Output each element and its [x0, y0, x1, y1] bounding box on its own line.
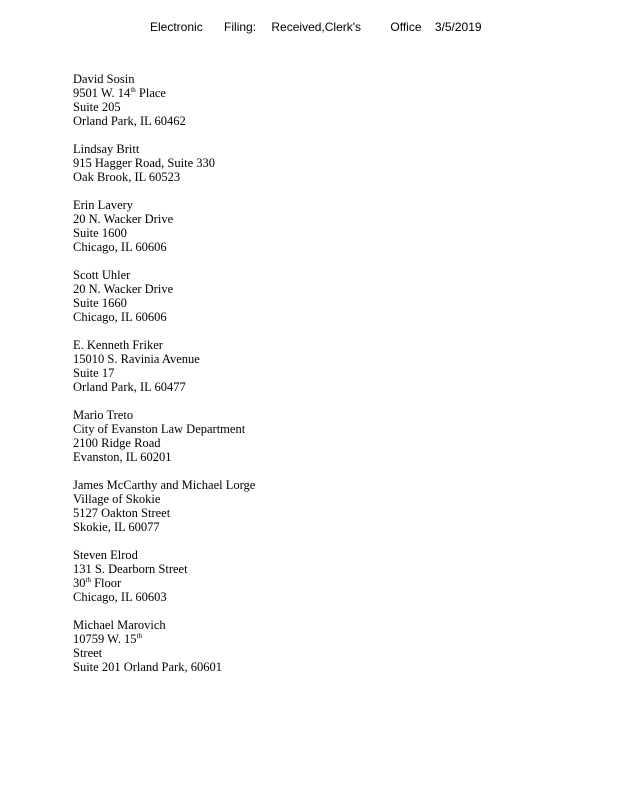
address-text: Floor	[90, 576, 122, 590]
address-block	[73, 268, 255, 324]
header-received-clerks: Received,Clerk's	[271, 20, 362, 34]
address-line: Chicago, IL 60606	[73, 310, 167, 324]
address-line: Orland Park, IL 60477	[73, 380, 186, 394]
address-line: Orland Park, IL 60462	[73, 114, 186, 128]
recipient-name: David Sosin	[73, 72, 135, 86]
recipient-name: Mario Treto	[73, 408, 134, 422]
address-line: Suite 1660	[73, 296, 127, 310]
address-block	[73, 618, 255, 674]
address-text: 30	[73, 576, 86, 590]
address-line: Suite 201 Orland Park, 60601	[73, 660, 222, 674]
ordinal-suffix: th	[85, 576, 91, 584]
address-block	[73, 72, 255, 128]
address-line: 20 N. Wacker Drive	[73, 282, 174, 296]
address-line: Evanston, IL 60201	[73, 450, 172, 464]
address-line: Suite 17	[73, 366, 115, 380]
address-line: 2100 Ridge Road	[73, 436, 161, 450]
address-block	[73, 198, 255, 254]
header-office: Office	[390, 20, 422, 34]
header-electronic: Electronic	[150, 20, 203, 34]
recipient-name: Michael Marovich	[73, 618, 166, 632]
service-list	[73, 72, 255, 688]
address-line	[73, 632, 255, 646]
header-date: 3/5/2019	[434, 20, 482, 34]
address-line: 5127 Oakton Street	[73, 506, 171, 520]
address-line	[73, 86, 255, 100]
address-block	[73, 408, 255, 464]
recipient-name: Erin Lavery	[73, 198, 134, 212]
address-text: 9501 W. 14	[73, 86, 131, 100]
address-text: Place	[135, 86, 166, 100]
address-line: Suite 205	[73, 100, 121, 114]
recipient-name: Lindsay Britt	[73, 142, 140, 156]
address-block	[73, 142, 255, 184]
address-line: 15010 S. Ravinia Avenue	[73, 352, 200, 366]
recipient-name: E. Kenneth Friker	[73, 338, 163, 352]
address-block	[73, 478, 255, 534]
address-block	[73, 338, 255, 394]
address-line: City of Evanston Law Department	[73, 422, 246, 436]
header-filing: Filing:	[224, 20, 257, 34]
ordinal-suffix: th	[130, 86, 136, 94]
recipient-name: Steven Elrod	[73, 548, 138, 562]
address-line: Suite 1600	[73, 226, 127, 240]
recipient-name: Scott Uhler	[73, 268, 131, 282]
address-line: Village of Skokie	[73, 492, 161, 506]
address-line: Oak Brook, IL 60523	[73, 170, 181, 184]
address-text: 10759 W. 15	[73, 632, 137, 646]
ordinal-suffix: th	[136, 632, 143, 640]
address-line: Skokie, IL 60077	[73, 520, 160, 534]
address-line	[73, 576, 255, 590]
address-line: Street	[73, 646, 103, 660]
address-line: 20 N. Wacker Drive	[73, 212, 174, 226]
address-block	[73, 548, 255, 604]
address-line: 915 Hagger Road, Suite 330	[73, 156, 215, 170]
recipient-name: James McCarthy and Michael Lorge	[73, 478, 256, 492]
address-line: Chicago, IL 60603	[73, 590, 167, 604]
address-line: 131 S. Dearborn Street	[73, 562, 188, 576]
address-line: Chicago, IL 60606	[73, 240, 167, 254]
filing-stamp-header	[150, 20, 482, 34]
